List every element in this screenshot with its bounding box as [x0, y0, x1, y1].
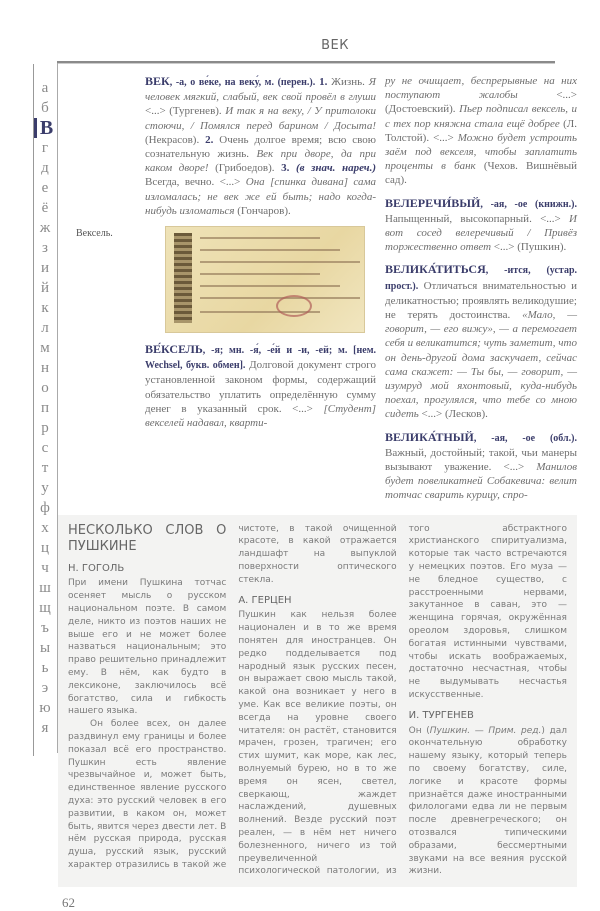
promissory-note-image	[76, 226, 365, 333]
alphabet-letter: г	[41, 140, 49, 156]
dictionary-entry	[385, 196, 577, 255]
alphabet-letter-current: В	[34, 118, 56, 138]
entry-quote: Я человек мягкий, слабый, век свой провёл в глуши	[145, 76, 376, 104]
entry-grammar: , -ая, -ое (книжн.).	[480, 198, 577, 210]
alphabet-letter: у	[41, 480, 49, 496]
entry-headword: ВЕК	[145, 74, 170, 88]
alphabet-letter: е	[41, 180, 49, 196]
page-content	[58, 74, 577, 911]
alphabet-letter: б	[41, 100, 49, 116]
entry-grammar: , -я; мн. -я́, -е́й и -и, -ей; м. [нем. Wechsel, букв. обмен].	[145, 345, 376, 372]
alphabet-letter: а	[41, 80, 49, 96]
entry-text: (Гончаров).	[234, 204, 291, 217]
section-author: И. ТУРГЕНЕВ	[408, 709, 474, 721]
section-author: А. ГЕРЦЕН	[238, 594, 292, 606]
entry-quote: Век при дворе, да при каком дворе!	[145, 148, 376, 175]
entry-quote: Манилов будет повеликатней Собакевича: велит тотчас сварить курицу, спро-	[385, 461, 577, 502]
alphabet-letter: ы	[39, 640, 51, 656]
entry-text: <...> (Тургенев).	[145, 105, 226, 118]
entry-text: (Чехов. Вишнёвый сад).	[385, 160, 577, 187]
entry-text: Жизнь.	[331, 76, 369, 88]
entry-text: 2.	[205, 133, 214, 146]
entry-text: (Некрасов).	[145, 133, 206, 146]
dictionary-entry	[385, 262, 577, 421]
alphabet-letter: ф	[40, 500, 50, 516]
entry-text: <...> (Достоевский).	[385, 89, 577, 116]
entry-text: 1.	[319, 76, 332, 88]
paragraph-text: Пушкин. — Прим. ред.	[429, 725, 542, 736]
dictionary-columns	[58, 74, 577, 511]
entry-quote: «Мало, — говорит, — его вижу», — а перемогает себя и великатится; чуть заметит, что он день-другой дома заскучает, сейчас сама скажет: — Ты бы, — говорит, — изумруд мой яхонтовый, куда-нибудь поехал, прогулялся, что тебе со мною сидеть	[385, 309, 577, 421]
handwriting-line	[200, 237, 320, 239]
entry-headword: ВЕ́КСЕЛЬ	[145, 342, 203, 357]
entry-headword: ВЕЛЕРЕЧИ́ВЫЙ	[385, 195, 481, 210]
paragraph-text: При имени Пушкина тотчас осеняет мысль о русском национальном поэте. В самом деле, никто из поэтов наших не выше его и не может более назваться национальным; это право решительно принадлежит ему. В нём, как будто в лексиконе, заключилось всё богатство, сила и гибкость нашего языка.	[68, 578, 227, 717]
entry-grammar: , -а, о ве́ке, на веку́, м. (перен.).	[169, 77, 316, 88]
entry-headword: ВЕЛИКА́ТИТЬСЯ	[385, 262, 486, 277]
handwriting-line	[200, 261, 360, 263]
entry-text: 3.	[281, 162, 296, 175]
page-number: 62	[62, 894, 75, 910]
alphabet-letter: х	[41, 520, 49, 536]
dictionary-entry	[145, 342, 376, 430]
alphabet-letter: ж	[39, 220, 51, 236]
alphabet-letter: л	[41, 320, 49, 336]
section-paragraph	[409, 725, 567, 879]
figure-caption: Вексель.	[76, 228, 113, 240]
sidebar-section	[409, 710, 567, 878]
entry-quote: [Студент] векселей надавал, кварти-	[145, 402, 376, 430]
dictionary-entry	[385, 430, 577, 503]
alphabet-letter: ш	[39, 580, 51, 596]
alphabet-letter: ю	[39, 700, 51, 716]
alphabet-letter: т	[41, 460, 49, 476]
alphabet-letter: и	[40, 260, 50, 276]
entry-text: Очень долгое время; всю свою сознательную жизнь.	[145, 133, 376, 161]
sidebar-columns	[68, 523, 567, 879]
alphabet-letter: щ	[39, 600, 51, 616]
dictionary-column-right	[385, 74, 577, 511]
alphabet-letter: д	[41, 160, 49, 176]
alphabet-letter: я	[41, 720, 49, 736]
entry-text: (в знач. нареч.)	[295, 162, 376, 175]
paragraph-text: ) дал окончательную обработку нашему языку, который теперь по своему богатству, силе, логике и красоте формы признаётся даже иностранными филологами едва ли не первым после древнегреческого; он отозвался типическими образами, бессмертными звуками на все веяния русской жизни.	[408, 725, 567, 877]
entry-text: (Л. Толстой). <...>	[385, 117, 577, 144]
entry-grammar: , -ая, -ое (обл.).	[473, 432, 577, 444]
paragraph-text: Он (	[408, 725, 430, 736]
alphabet-letter: з	[42, 240, 48, 256]
dictionary-entry	[145, 74, 376, 218]
handwriting-line	[200, 249, 340, 251]
dictionary-entry	[385, 74, 577, 188]
section-paragraph	[68, 577, 226, 718]
entry-text: <...> (Пушкин).	[491, 241, 567, 254]
handwriting-line	[200, 273, 320, 275]
ornament	[174, 233, 192, 323]
entry-quote: ру не очищает, беспрерывные на них поступают жалобы	[385, 75, 577, 102]
stamp	[276, 295, 312, 317]
sidebar-box	[58, 515, 577, 887]
alphabet-letter: ч	[41, 560, 49, 576]
entry-text: (Грибоедов).	[208, 162, 282, 175]
alphabet-letter: п	[40, 400, 50, 416]
alphabet-letter: й	[40, 280, 50, 296]
entry-quote: И вот сосед велеречивый / Привёз торжественно ответ	[385, 212, 577, 254]
paragraph-text: Он более всех, он далее раздвинул ему границы и более показал всё его пространство. Пушкин есть явление чрезвычайное и, может быть, единственное явление русского духа: это русский человек в его развитии, в каком он, может быть, явится через двести лет. В нём русская природа, русская душа, русский язык, русский характер отразились в такой же чистоте, в такой очищенной красоте, в какой отражается ландшафт на выпуклой поверхности оптического стекла.	[68, 523, 397, 871]
top-rule	[57, 61, 555, 64]
alphabet-letter: р	[41, 420, 49, 436]
sidebar-title: НЕСКОЛЬКО СЛОВ О ПУШКИНЕ	[68, 522, 227, 554]
entry-text: Важный, достойный; такой, чьи манеры вызывают уважение. <...>	[385, 446, 577, 474]
section-author: Н. ГОГОЛЬ	[68, 562, 125, 574]
alphabet-letter: ё	[41, 200, 49, 216]
entry-quote: Она [спинка дивана] сама изломалась; не век же ей быть; надо когда-нибудь изломаться	[145, 176, 377, 217]
entry-quote: И так я на веку, / У притолоки стоючи, / Помялся перед барином / Досыта!	[145, 105, 376, 132]
alphabet-letter: с	[41, 440, 49, 456]
dictionary-column-left	[76, 74, 377, 511]
alphabet-letter: ъ	[41, 620, 49, 636]
alphabet-letter: э	[41, 680, 49, 696]
entry-grammar: , -ится, (устар. прост.).	[385, 265, 577, 292]
entry-headword: ВЕЛИКА́ТНЫЙ	[385, 429, 474, 444]
entry-text: Всегда, вечно. <...>	[145, 176, 246, 189]
entry-text: Долговой документ строго установленной законом формы, содержащий обязательство уплатить определённую сумму денег в указанный срок. <...>	[145, 359, 376, 415]
handwriting-line	[200, 285, 340, 287]
entry-text: <...> (Лесков).	[418, 408, 488, 421]
entry-text: Отличаться внимательностью и деликатностью; проявлять великодушие; не терять достоинства.	[385, 279, 578, 322]
running-head: ВЕК	[321, 38, 349, 53]
alphabet-letter: ь	[41, 660, 49, 676]
alphabet-letter: м	[40, 340, 50, 356]
entry-quote: Пьер подписал вексель, и с тех пор княжна стала ещё добрее	[385, 103, 578, 130]
entry-quote: Можно будет устроить заём под векселя, чтобы заплатить проценты в банк	[385, 131, 577, 173]
alphabet-letter: о	[41, 380, 49, 396]
alphabet-letter: ц	[40, 540, 50, 556]
alphabet-letter: к	[41, 300, 49, 316]
entry-text: Напыщенный, высокопарный. <...>	[385, 212, 570, 225]
paragraph-text: Пушкин как нельзя более национален и в то же время понятен для иностранцев. Он редко подделывается под народный язык русских песен, он выражает свою мысль такой, какой она возникает у него в уме. Как все великие поэты, он всегда на уровне своего читателя: он растёт, становится мрачен, грозен, трагичен; его стих шумит, как море, как лес, волнуемый бурею, но в то же время он ясен, светел, сверкающ, жаждет наслаждений, душевных волнений. Везде русский поэт реален, — в нём нет ничего болезненного, ничего из той преувеличенной психологической патологии, из того абстрактного христианского спиритуализма, которые так часто встречаются у немецких поэтов. Его муза — не бледное существо, с расстроенными нервами, закутанное в саван, это — женщина горячая, окружённая ореолом здоровья, слишком богатая истинными чувствами, чтобы искать воображаемых, достаточно несчастная, чтобы не выдумывать несчастья искусственные.	[238, 523, 567, 877]
alphabet-index	[34, 78, 56, 738]
alphabet-letter: н	[40, 360, 50, 376]
